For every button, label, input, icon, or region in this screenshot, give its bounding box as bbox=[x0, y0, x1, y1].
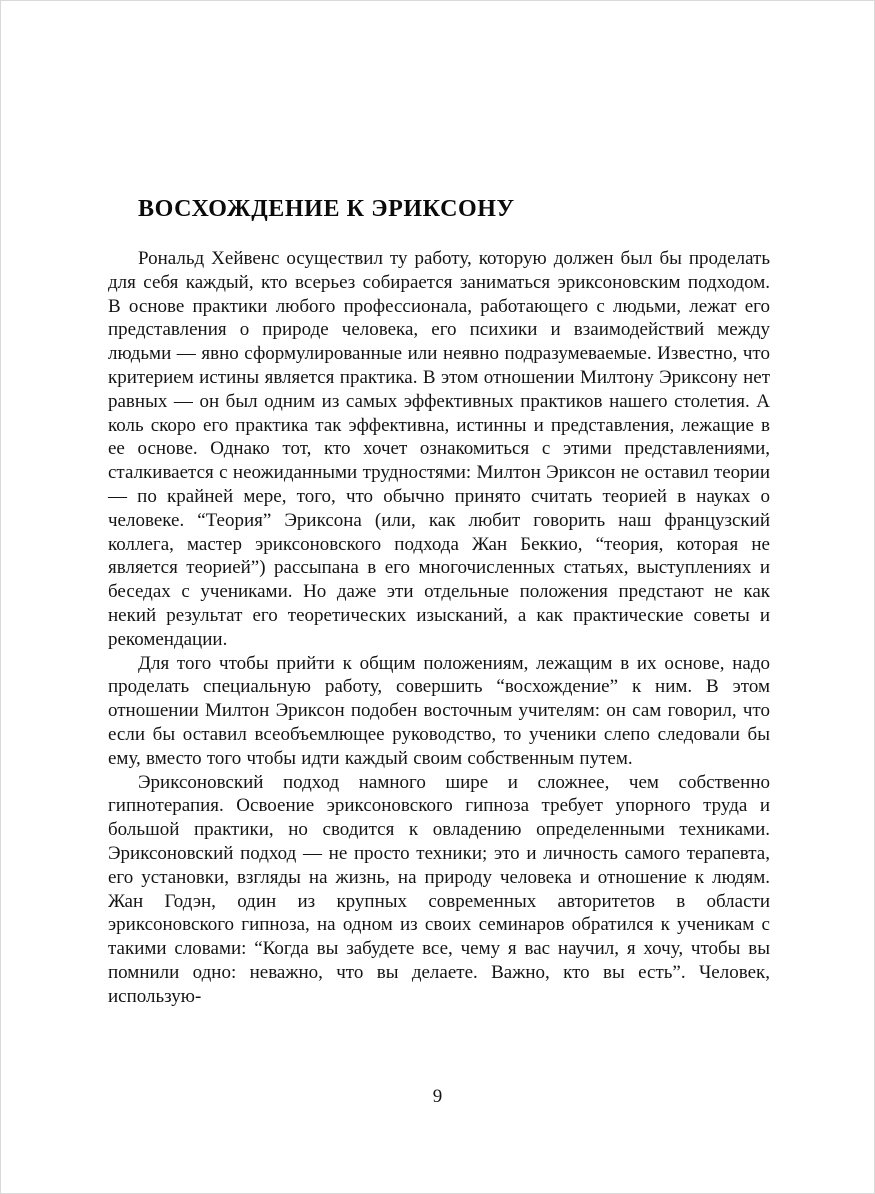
text-block bbox=[108, 196, 770, 1009]
paragraph: Эриксоновский подход намного шире и сложнее, чем собственно гипнотерапия. Освоение эриксоновского гипноза требует упорного труда и большой практики, но сводится к овладению определенными техниками. Эриксоновский подход — не просто техники; это и личность самого терапевта, его установки, взгляды на жизнь, на природу человека и отношение к людям. Жан Годэн, один из крупных современных авторитетов в области эриксоновского гипноза, на одном из своих семинаров обратился к ученикам с такими словами: “Когда вы забудете все, чему я вас научил, я хочу, чтобы вы помнили одно: неважно, что вы делаете. Важно, кто вы есть”. Человек, использую- bbox=[108, 771, 770, 1007]
chapter-title: ВОСХОЖДЕНИЕ К ЭРИКСОНУ bbox=[138, 196, 515, 222]
paragraph: Для того чтобы прийти к общим положениям, лежащим в их основе, надо проделать специальную работу, совершить “восхождение” к ним. В этом отношении Милтон Эриксон подобен восточным учителям: он сам говорил, что если бы оставил всеобъемлющее руководство, то ученики слепо следовали бы ему, вместо того чтобы идти каждый своим собственным путем. bbox=[108, 652, 770, 769]
paragraph: Рональд Хейвенс осуществил ту работу, которую должен был бы проделать для себя каждый, кто всерьез собирается заниматься эриксоновским подходом. В основе практики любого профессионала, работающего с людьми, лежат его представления о природе человека, его психики и взаимодействий между людьми — явно сформулированные или неявно подразумеваемые. Известно, что критерием истины является практика. В этом отношении Милтону Эриксону нет равных — он был одним из самых эффективных практиков нашего столетия. А коль скоро его практика так эффективна, истинны и представления, лежащие в ее основе. Однако тот, кто хочет ознакомиться с этими представлениями, сталкивается с неожиданными трудностями: Милтон Эриксон не оставил теории — по крайней мере, того, что обычно принято считать теорией в науках о человеке. “Теория” Эриксона (или, как любит говорить наш французский коллега, мастер эриксоновского подхода Жан Беккио, “теория, которая не является теорией”) рассыпана в его многочисленных статьях, выступлениях и беседах с учениками. Но даже эти отдельные положения предстают не как некий результат его теоретических изысканий, а как практические советы и рекомендации. bbox=[108, 248, 770, 650]
page-number: 9 bbox=[432, 1086, 443, 1107]
